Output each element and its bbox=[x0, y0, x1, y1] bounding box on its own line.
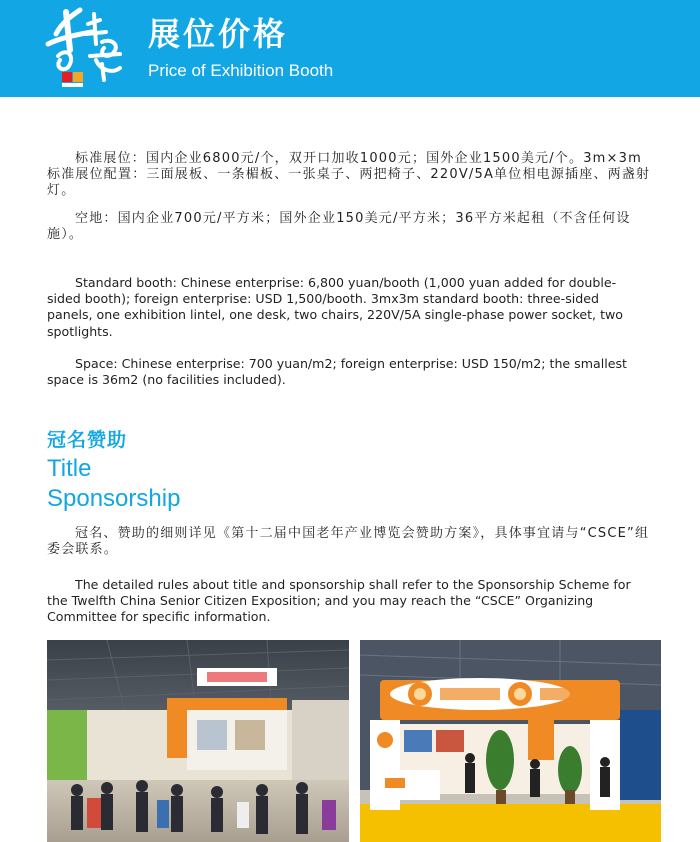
exhibition-hall-photo-icon bbox=[47, 640, 349, 842]
sponsorship-zh: 冠名、赞助的细则详见《第十二届中国老年产业博览会赞助方案》，具体事宜请与“CSCE”组委会联系。 bbox=[47, 526, 650, 557]
standard-booth-en: Standard booth: Chinese enterprise: 6,800 yuan/booth (1,000 yuan added for double-sided booth); foreign enterprise: USD 1,500/booth. 3mx3m standard booth: three-sided panels, one exhibition lintel, one desk, two chairs, 220V/5A single-phase power socket, two spotlights. bbox=[47, 275, 624, 339]
page-title: 展位价格 bbox=[148, 15, 289, 53]
expo-logo-icon bbox=[40, 4, 130, 92]
standard-booth-zh: 标准展位：国内企业6800元/个，双开口加收1000元；国外企业1500美元/个。3m×3m标准展位配置：三面展板、一条楣板、一张桌子、两把椅子、220V/5A单位相电源插座、两盏射灯。 bbox=[47, 151, 651, 198]
space-en: Space: Chinese enterprise: 700 yuan/m2; foreign enterprise: USD 150/m2; the smallest space is 36m2 (no facilities included). bbox=[47, 356, 627, 388]
exhibition-booth-photo-icon bbox=[360, 640, 661, 842]
sponsorship-en: The detailed rules about title and sponsorship shall refer to the Sponsorship Scheme for the Twelfth China Senior Citizen Exposition; and you may reach the “CSCE” Organizing Committee for specific information. bbox=[47, 577, 631, 625]
sponsorship-heading-zh: 冠名赞助 bbox=[47, 429, 128, 451]
page-subtitle: Price of Exhibition Booth bbox=[148, 61, 334, 80]
sponsorship-heading-en-line2: Sponsorship bbox=[47, 485, 181, 512]
sponsorship-heading-en-line1: Title bbox=[47, 455, 92, 482]
space-zh: 空地：国内企业700元/平方米；国外企业150美元/平方米；36平方米起租（不含任何设施）。 bbox=[47, 211, 631, 242]
header-banner bbox=[0, 0, 700, 97]
